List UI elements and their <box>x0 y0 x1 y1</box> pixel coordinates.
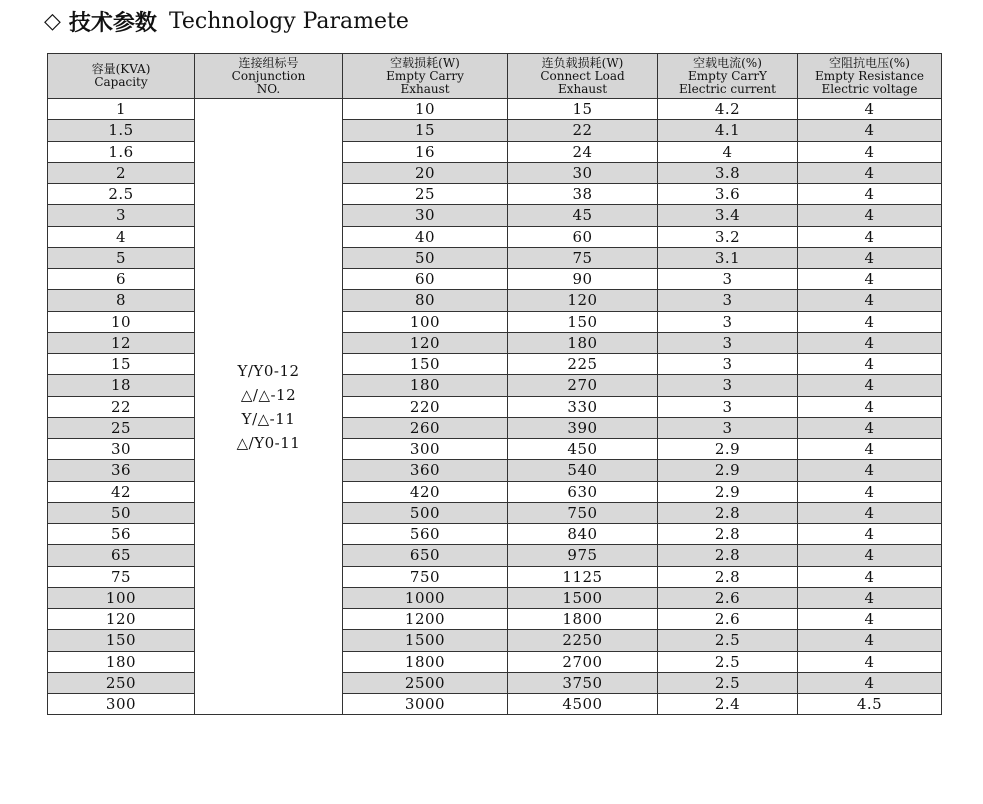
empty-loss-cell: 2500 <box>343 672 508 693</box>
impedance-voltage-cell: 4 <box>798 184 942 205</box>
table-body <box>48 99 942 715</box>
empty-current-cell: 3 <box>658 375 798 396</box>
impedance-voltage-cell: 4 <box>798 481 942 502</box>
table-row <box>48 524 942 545</box>
capacity-cell: 18 <box>48 375 195 396</box>
empty-loss-cell: 20 <box>343 162 508 183</box>
capacity-cell: 5 <box>48 247 195 268</box>
table-row <box>48 120 942 141</box>
empty-loss-cell: 260 <box>343 417 508 438</box>
empty-loss-cell: 360 <box>343 460 508 481</box>
capacity-cell: 1.6 <box>48 141 195 162</box>
table-row <box>48 439 942 460</box>
header-capacity <box>48 54 195 99</box>
load-loss-cell: 38 <box>508 184 658 205</box>
header-load-loss-en2: Exhaust <box>557 81 608 96</box>
impedance-voltage-cell: 4 <box>798 375 942 396</box>
empty-loss-cell: 1200 <box>343 609 508 630</box>
conjunction-cell <box>195 99 343 715</box>
impedance-voltage-cell: 4 <box>798 226 942 247</box>
table-row <box>48 332 942 353</box>
empty-loss-cell: 300 <box>343 439 508 460</box>
table-row <box>48 269 942 290</box>
empty-loss-cell: 1800 <box>343 651 508 672</box>
capacity-cell: 1.5 <box>48 120 195 141</box>
empty-loss-cell: 1500 <box>343 630 508 651</box>
table-row <box>48 290 942 311</box>
load-loss-cell: 2250 <box>508 630 658 651</box>
capacity-cell: 75 <box>48 566 195 587</box>
capacity-cell: 120 <box>48 609 195 630</box>
load-loss-cell: 180 <box>508 332 658 353</box>
capacity-cell: 42 <box>48 481 195 502</box>
impedance-voltage-cell: 4 <box>798 566 942 587</box>
load-loss-cell: 4500 <box>508 694 658 715</box>
load-loss-cell: 330 <box>508 396 658 417</box>
header-capacity-cn: 容量(KVA) <box>91 62 151 76</box>
title-chinese: 技术参数 <box>68 10 157 36</box>
empty-current-cell: 3.1 <box>658 247 798 268</box>
load-loss-cell: 450 <box>508 439 658 460</box>
capacity-cell: 300 <box>48 694 195 715</box>
impedance-voltage-cell: 4 <box>798 460 942 481</box>
header-impedance-voltage-cn: 空阻抗电压(%) <box>829 55 910 70</box>
empty-current-cell: 3.8 <box>658 162 798 183</box>
load-loss-cell: 22 <box>508 120 658 141</box>
conjunction-label: △/△-12 <box>240 385 297 404</box>
empty-loss-cell: 650 <box>343 545 508 566</box>
table-row <box>48 502 942 523</box>
capacity-cell: 180 <box>48 651 195 672</box>
capacity-cell: 15 <box>48 354 195 375</box>
title-english: Technology Paramete <box>168 8 409 34</box>
impedance-voltage-cell: 4 <box>798 545 942 566</box>
load-loss-cell: 150 <box>508 311 658 332</box>
load-loss-cell: 1800 <box>508 609 658 630</box>
load-loss-cell: 24 <box>508 141 658 162</box>
header-load-loss-cn: 连负载损耗(W) <box>541 55 624 70</box>
impedance-voltage-cell: 4 <box>798 396 942 417</box>
empty-loss-cell: 500 <box>343 502 508 523</box>
empty-current-cell: 4.2 <box>658 99 798 120</box>
capacity-cell: 50 <box>48 502 195 523</box>
capacity-cell: 22 <box>48 396 195 417</box>
impedance-voltage-cell: 4 <box>798 205 942 226</box>
capacity-cell: 150 <box>48 630 195 651</box>
load-loss-cell: 840 <box>508 524 658 545</box>
header-empty-current-cn: 空载电流(%) <box>693 55 762 70</box>
load-loss-cell: 30 <box>508 162 658 183</box>
empty-current-cell: 3 <box>658 269 798 290</box>
empty-current-cell: 3.6 <box>658 184 798 205</box>
impedance-voltage-cell: 4 <box>798 524 942 545</box>
parameters-table <box>47 53 942 715</box>
table-row <box>48 354 942 375</box>
empty-current-cell: 3 <box>658 396 798 417</box>
impedance-voltage-cell: 4 <box>798 99 942 120</box>
header-impedance-voltage <box>798 54 942 99</box>
empty-current-cell: 3 <box>658 417 798 438</box>
table-row <box>48 141 942 162</box>
capacity-cell: 10 <box>48 311 195 332</box>
conjunction-label: Y/△-11 <box>241 409 296 428</box>
empty-loss-cell: 560 <box>343 524 508 545</box>
table-row <box>48 311 942 332</box>
empty-loss-cell: 25 <box>343 184 508 205</box>
conjunction-label: Y/Y0-12 <box>237 361 300 380</box>
header-conjunction-en2: NO. <box>256 81 281 96</box>
load-loss-cell: 60 <box>508 226 658 247</box>
empty-current-cell: 3.4 <box>658 205 798 226</box>
impedance-voltage-cell: 4 <box>798 417 942 438</box>
load-loss-cell: 2700 <box>508 651 658 672</box>
empty-loss-cell: 10 <box>343 99 508 120</box>
conjunction-label: △/Y0-11 <box>236 433 301 452</box>
table-row <box>48 247 942 268</box>
header-load-loss <box>508 54 658 99</box>
table-row <box>48 99 942 120</box>
empty-current-cell: 4 <box>658 141 798 162</box>
empty-current-cell: 3 <box>658 354 798 375</box>
empty-loss-cell: 750 <box>343 566 508 587</box>
empty-current-cell: 3.2 <box>658 226 798 247</box>
empty-loss-cell: 120 <box>343 332 508 353</box>
capacity-cell: 6 <box>48 269 195 290</box>
header-conjunction-cn: 连接组标号 <box>238 55 299 70</box>
empty-loss-cell: 80 <box>343 290 508 311</box>
empty-current-cell: 2.5 <box>658 672 798 693</box>
load-loss-cell: 3750 <box>508 672 658 693</box>
header-empty-current <box>658 54 798 99</box>
empty-loss-cell: 100 <box>343 311 508 332</box>
load-loss-cell: 75 <box>508 247 658 268</box>
empty-loss-cell: 1000 <box>343 587 508 608</box>
impedance-voltage-cell: 4 <box>798 269 942 290</box>
capacity-cell: 2 <box>48 162 195 183</box>
header-impedance-voltage-en1: Empty Resistance <box>814 68 925 83</box>
capacity-cell: 4 <box>48 226 195 247</box>
table-row <box>48 672 942 693</box>
impedance-voltage-cell: 4 <box>798 651 942 672</box>
impedance-voltage-cell: 4 <box>798 630 942 651</box>
table-header-row <box>48 54 942 99</box>
load-loss-cell: 270 <box>508 375 658 396</box>
empty-current-cell: 2.8 <box>658 545 798 566</box>
load-loss-cell: 630 <box>508 481 658 502</box>
load-loss-cell: 390 <box>508 417 658 438</box>
capacity-cell: 56 <box>48 524 195 545</box>
impedance-voltage-cell: 4.5 <box>798 694 942 715</box>
empty-loss-cell: 3000 <box>343 694 508 715</box>
impedance-voltage-cell: 4 <box>798 609 942 630</box>
empty-current-cell: 2.5 <box>658 630 798 651</box>
capacity-cell: 100 <box>48 587 195 608</box>
empty-current-cell: 2.6 <box>658 609 798 630</box>
table-row <box>48 609 942 630</box>
capacity-cell: 12 <box>48 332 195 353</box>
empty-loss-cell: 60 <box>343 269 508 290</box>
table-row <box>48 460 942 481</box>
impedance-voltage-cell: 4 <box>798 439 942 460</box>
capacity-cell: 1 <box>48 99 195 120</box>
empty-loss-cell: 50 <box>343 247 508 268</box>
impedance-voltage-cell: 4 <box>798 587 942 608</box>
impedance-voltage-cell: 4 <box>798 247 942 268</box>
load-loss-cell: 45 <box>508 205 658 226</box>
capacity-cell: 2.5 <box>48 184 195 205</box>
header-empty-current-en1: Empty CarrY <box>688 68 767 83</box>
empty-current-cell: 2.5 <box>658 651 798 672</box>
empty-loss-cell: 220 <box>343 396 508 417</box>
header-empty-loss-en1: Empty Carry <box>386 68 464 83</box>
empty-current-cell: 2.9 <box>658 481 798 502</box>
table-row <box>48 694 942 715</box>
impedance-voltage-cell: 4 <box>798 332 942 353</box>
impedance-voltage-cell: 4 <box>798 672 942 693</box>
header-capacity-en: Capacity <box>94 75 148 89</box>
empty-loss-cell: 180 <box>343 375 508 396</box>
capacity-cell: 36 <box>48 460 195 481</box>
empty-loss-cell: 16 <box>343 141 508 162</box>
impedance-voltage-cell: 4 <box>798 290 942 311</box>
empty-loss-cell: 30 <box>343 205 508 226</box>
empty-current-cell: 3 <box>658 332 798 353</box>
impedance-voltage-cell: 4 <box>798 502 942 523</box>
load-loss-cell: 90 <box>508 269 658 290</box>
table-row <box>48 481 942 502</box>
empty-loss-cell: 40 <box>343 226 508 247</box>
load-loss-cell: 540 <box>508 460 658 481</box>
empty-current-cell: 2.4 <box>658 694 798 715</box>
table-row <box>48 587 942 608</box>
impedance-voltage-cell: 4 <box>798 162 942 183</box>
load-loss-cell: 225 <box>508 354 658 375</box>
empty-current-cell: 2.9 <box>658 460 798 481</box>
header-empty-loss-cn: 空载损耗(W) <box>390 55 460 70</box>
table-row <box>48 205 942 226</box>
empty-loss-cell: 150 <box>343 354 508 375</box>
header-load-loss-en1: Connect Load <box>540 68 625 83</box>
empty-loss-cell: 15 <box>343 120 508 141</box>
table-row <box>48 630 942 651</box>
page-title <box>44 4 409 38</box>
empty-current-cell: 3 <box>658 290 798 311</box>
capacity-cell: 25 <box>48 417 195 438</box>
table-row <box>48 162 942 183</box>
empty-current-cell: 4.1 <box>658 120 798 141</box>
header-empty-loss-en2: Exhaust <box>400 81 450 96</box>
table-row <box>48 396 942 417</box>
capacity-cell: 65 <box>48 545 195 566</box>
header-empty-current-en2: Electric current <box>679 81 776 96</box>
load-loss-cell: 1125 <box>508 566 658 587</box>
capacity-cell: 250 <box>48 672 195 693</box>
empty-current-cell: 2.8 <box>658 524 798 545</box>
empty-current-cell: 2.9 <box>658 439 798 460</box>
empty-loss-cell: 420 <box>343 481 508 502</box>
table-row <box>48 226 942 247</box>
empty-current-cell: 3 <box>658 311 798 332</box>
header-conjunction <box>195 54 343 99</box>
load-loss-cell: 1500 <box>508 587 658 608</box>
impedance-voltage-cell: 4 <box>798 141 942 162</box>
capacity-cell: 3 <box>48 205 195 226</box>
header-conjunction-en1: Conjunction <box>231 68 306 83</box>
impedance-voltage-cell: 4 <box>798 311 942 332</box>
load-loss-cell: 120 <box>508 290 658 311</box>
impedance-voltage-cell: 4 <box>798 354 942 375</box>
table-row <box>48 651 942 672</box>
table-row <box>48 545 942 566</box>
load-loss-cell: 975 <box>508 545 658 566</box>
header-empty-loss <box>343 54 508 99</box>
table-row <box>48 184 942 205</box>
table-row <box>48 375 942 396</box>
table-row <box>48 417 942 438</box>
capacity-cell: 8 <box>48 290 195 311</box>
impedance-voltage-cell: 4 <box>798 120 942 141</box>
empty-current-cell: 2.6 <box>658 587 798 608</box>
load-loss-cell: 750 <box>508 502 658 523</box>
diamond-icon: ◇ <box>44 8 61 34</box>
load-loss-cell: 15 <box>508 99 658 120</box>
capacity-cell: 30 <box>48 439 195 460</box>
empty-current-cell: 2.8 <box>658 502 798 523</box>
table-row <box>48 566 942 587</box>
header-impedance-voltage-en2: Electric voltage <box>821 81 918 96</box>
empty-current-cell: 2.8 <box>658 566 798 587</box>
